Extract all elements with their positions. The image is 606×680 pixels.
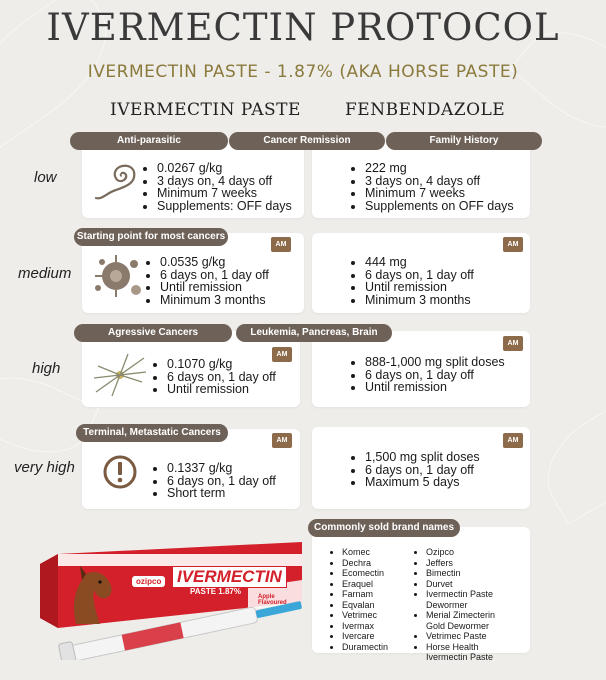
list-item: • Durvet xyxy=(426,579,516,590)
list-item: • Farnam xyxy=(342,589,388,600)
terminal-cancers-pill: Terminal, Metastatic Cancers xyxy=(76,424,228,442)
list-item: • Until remission xyxy=(365,381,505,394)
list-item: • 0.0267 g/kg xyxy=(157,162,292,175)
page-title: IVERMECTIN PROTOCOL xyxy=(46,6,560,49)
am-badge: AM xyxy=(272,347,292,362)
ivermectin-very-high-list xyxy=(155,462,276,500)
level-label-very-high: very high xyxy=(14,459,75,476)
ivermectin-high-list xyxy=(155,358,276,396)
am-badge: AM xyxy=(503,237,523,252)
product-strength: PASTE 1.87% xyxy=(190,587,241,596)
list-item: • Ecomectin xyxy=(342,568,388,579)
list-item: • 444 mg xyxy=(365,256,474,269)
family-history-pill: Family History xyxy=(386,132,542,150)
list-item: • Vetrimec Paste xyxy=(426,631,516,642)
antiparasitic-pill: Anti-parasitic xyxy=(70,132,228,150)
cancer-remission-pill: Cancer Remission xyxy=(229,132,385,150)
fenbendazole-low-list xyxy=(353,162,514,212)
list-item: • 888-1,000 mg split doses xyxy=(365,356,505,369)
list-item: • Until remission xyxy=(160,281,269,294)
fenbendazole-very-high-list xyxy=(353,451,480,489)
list-item: • Bimectin xyxy=(426,568,516,579)
list-item: • 222 mg xyxy=(365,162,514,175)
worm-icon xyxy=(92,160,142,204)
background-leaf xyxy=(528,395,606,524)
list-item: • 1,500 mg split doses xyxy=(365,451,480,464)
virus-cell-icon xyxy=(92,252,144,300)
page-subtitle: IVERMECTIN PASTE - 1.87% (AKA HORSE PASTE) xyxy=(87,62,519,82)
am-badge: AM xyxy=(503,433,523,448)
level-label-low: low xyxy=(34,169,57,186)
list-item: • Dechra xyxy=(342,558,388,569)
list-item: • 6 days on, 1 day off xyxy=(365,464,480,477)
list-item: • 6 days on, 1 day off xyxy=(365,269,474,282)
brand-names-card xyxy=(312,527,530,662)
list-item: • Komec xyxy=(342,547,388,558)
list-item: • Ivermectin Paste Dewormer xyxy=(426,589,516,610)
list-item: • Until remission xyxy=(167,383,276,396)
list-item: • Eraquel xyxy=(342,579,388,590)
leukemia-pill: Leukemia, Pancreas, Brain xyxy=(236,324,392,342)
ivermectin-low-list xyxy=(145,162,292,212)
list-item: • 6 days on, 1 day off xyxy=(160,269,269,282)
list-item: • Ozipco xyxy=(426,547,516,558)
column-heading-fenbendazole: FENBENDAZOLE xyxy=(345,100,506,120)
level-label-medium: medium xyxy=(18,265,72,282)
list-item: • 6 days on, 1 day off xyxy=(167,371,276,384)
list-item: • Horse Health Ivermectin Paste xyxy=(426,642,516,663)
fenbendazole-medium-list xyxy=(353,256,474,306)
list-item: • Until remission xyxy=(365,281,474,294)
list-item: • Minimum 3 months xyxy=(160,294,269,307)
brand-list-right xyxy=(416,547,516,663)
aggressive-cancers-pill: Agressive Cancers xyxy=(74,324,232,342)
am-badge: AM xyxy=(503,336,523,351)
list-item: • Merial Zimecterin Gold Dewormer xyxy=(426,610,516,631)
product-flavor: Apple Flavoured xyxy=(258,594,287,606)
list-item: • 3 days on, 4 days off xyxy=(157,175,292,188)
list-item: • 3 days on, 4 days off xyxy=(365,175,514,188)
starting-point-pill: Starting point for most cancers xyxy=(74,228,228,246)
product-name: IVERMECTIN xyxy=(172,566,287,588)
am-badge: AM xyxy=(272,433,292,448)
level-label-high: high xyxy=(32,360,61,377)
list-item: • Short term xyxy=(167,487,276,500)
list-item: • Minimum 7 weeks xyxy=(157,187,292,200)
list-item: • 0.1337 g/kg xyxy=(167,462,276,475)
list-item: • Duramectin xyxy=(342,642,388,653)
brand-list-left xyxy=(332,547,388,652)
list-item: • Ivercare xyxy=(342,631,388,642)
list-item: • 6 days on, 1 day off xyxy=(167,475,276,488)
list-item: • Ivermax xyxy=(342,621,388,632)
brand-names-pill: Commonly sold brand names xyxy=(308,519,460,537)
ivermectin-medium-list xyxy=(148,256,269,306)
list-item: • 0.0535 g/kg xyxy=(160,256,269,269)
list-item: • Supplements: OFF days xyxy=(157,200,292,213)
product-brand: ozipco xyxy=(132,576,165,587)
am-badge: AM xyxy=(271,237,291,252)
column-heading-ivermectin: IVERMECTIN PASTE xyxy=(110,100,301,120)
list-item: • 0.1070 g/kg xyxy=(167,358,276,371)
list-item: • Vetrimec xyxy=(342,610,388,621)
list-item: • Maximum 5 days xyxy=(365,476,480,489)
list-item: • 6 days on, 1 day off xyxy=(365,369,505,382)
list-item: • Jeffers xyxy=(426,558,516,569)
list-item: • Supplements on OFF days xyxy=(365,200,514,213)
list-item: • Minimum 3 months xyxy=(365,294,474,307)
list-item: • Minimum 7 weeks xyxy=(365,187,514,200)
fenbendazole-high-list xyxy=(353,356,505,394)
list-item: • Eqvalan xyxy=(342,600,388,611)
warning-icon xyxy=(102,454,138,490)
burst-icon xyxy=(92,352,148,398)
syringe-icon xyxy=(58,600,308,660)
